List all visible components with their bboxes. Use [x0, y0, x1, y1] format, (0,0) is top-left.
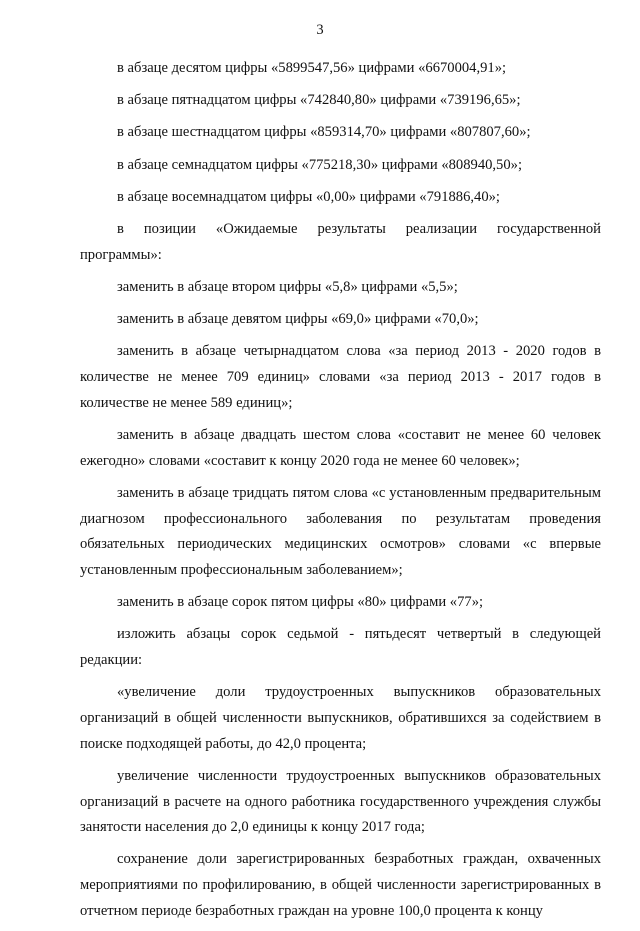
paragraph: сохранение доли зарегистрированных безработных граждан, охваченных мероприятиями по профилированию, в общей численности зарегистрированных в отчетном периоде безработных граждан на уровне 100,0 процента к концу: [80, 851, 601, 919]
paragraph: в абзаце десятом цифры «5899547,56» цифрами «6670004,91»;: [117, 60, 507, 76]
paragraph: заменить в абзаце девятом цифры «69,0» цифрами «70,0»;: [117, 311, 479, 328]
document-body: [80, 56, 601, 931]
page-number: 3: [316, 22, 324, 38]
paragraph: увеличение численности трудоустроенных выпускников образовательных организаций в расчете на одного работника государственного учреждения службы занятости населения до 2,0 единицы к концу 2017 года;: [80, 767, 601, 836]
paragraph: в абзаце шестнадцатом цифры «859314,70» цифрами «807807,60»;: [117, 124, 531, 141]
paragraph: «увеличение доли трудоустроенных выпускников образовательных организаций в общей численности выпускников, обратившихся за содействием в поиске подходящей работы, до 42,0 процента;: [80, 684, 601, 752]
paragraph: заменить в абзаце двадцать шестом слова «составит не менее 60 человек ежегодно» словами «составит к концу 2020 года не менее 60 человек»;: [80, 426, 601, 469]
paragraph: заменить в абзаце четырнадцатом слова «за период 2013 - 2020 годов в количестве не менее 709 единиц» словами «за период 2013 - 2017 годов в количестве не менее 589 единиц»;: [80, 343, 601, 411]
paragraph: заменить в абзаце сорок пятом цифры «80» цифрами «77»;: [117, 594, 484, 611]
paragraph: в абзаце семнадцатом цифры «775218,30» цифрами «808940,50»;: [117, 156, 523, 173]
paragraph: в позиции «Ожидаемые результаты реализации государственной программы»:: [80, 221, 601, 263]
paragraph: в абзаце пятнадцатом цифры «742840,80» цифрами «739196,65»;: [117, 92, 521, 109]
paragraph: в абзаце восемнадцатом цифры «0,00» цифрами «791886,40»;: [117, 188, 500, 205]
paragraph: изложить абзацы сорок седьмой - пятьдесят четвертый в следующей редакции:: [80, 626, 601, 669]
paragraph: заменить в абзаце тридцать пятом слова «с установленным предварительным диагнозом профессионального заболевания по результатам проведения обязательных периодических медицинских осмотров» словами «с впервые установленным профессиональным заболеванием»;: [80, 484, 601, 578]
paragraph: заменить в абзаце втором цифры «5,8» цифрами «5,5»;: [117, 278, 458, 295]
